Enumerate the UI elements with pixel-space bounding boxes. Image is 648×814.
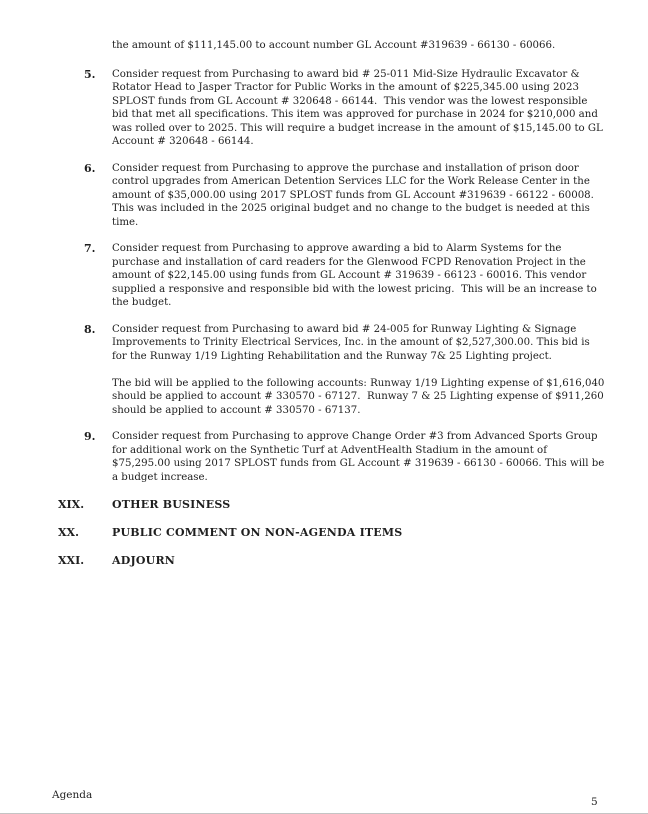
text-line: supplied a responsive and responsible bid with the lowest pricing. This will be an increase to: [112, 283, 597, 295]
agenda-item-9: [58, 430, 630, 484]
item-paragraph: [112, 323, 630, 364]
text-line: the budget.: [112, 297, 172, 308]
item-body: [112, 242, 630, 310]
text-line: Consider request from Purchasing to award bid # 25-011 Mid-Size Hydraulic Excavator &: [112, 68, 580, 80]
section-public-comment: [58, 525, 630, 540]
text-line: This was included in the 2025 original budget and no change to the budget is needed at this: [112, 203, 590, 214]
text-line: for the Runway 1/19 Lighting Rehabilitation and the Runway 7& 25 Lighting project.: [112, 350, 552, 362]
section-numeral: XIX.: [58, 498, 85, 511]
item-paragraph: [112, 68, 630, 149]
agenda-item-5: [58, 68, 630, 149]
item-number: 7.: [84, 242, 96, 255]
text-line: Account # 320648 - 66144.: [112, 136, 254, 147]
continuation-paragraph: [112, 39, 630, 53]
footer-document-label: Agenda: [52, 789, 93, 801]
text-line: a budget increase.: [112, 471, 208, 483]
text-line: for additional work on the Synthetic Turf at AdventHealth Stadium in the amount of: [112, 444, 547, 456]
page-number: 5: [591, 796, 598, 808]
text-line: Rotator Head to Jasper Tractor for Public Works in the amount of $225,345.00 using 2023: [112, 82, 579, 93]
item-number: 6.: [84, 161, 96, 175]
text-line: amount of $35,000.00 using 2017 SPLOST funds from GL Account #319639 - 66122 - 60008.: [112, 189, 594, 201]
section-title: ADJOURN: [112, 554, 176, 567]
text-line: was rolled over to 2025. This will require a budget increase in the amount of $15,145.00 to GL: [112, 122, 603, 134]
text-line: control upgrades from American Detention Services LLC for the Work Release Center in the: [112, 176, 590, 187]
item-body: [112, 68, 630, 149]
text-line: Improvements to Trinity Electrical Services, Inc. in the amount of $2,527,300.00. This bid is: [112, 337, 590, 348]
section-other-business: [58, 497, 630, 512]
item-number: 8.: [84, 322, 96, 336]
section-adjourn: [58, 553, 630, 568]
text-line: should be applied to account # 330570 - 67127. Runway 7 & 25 Lighting expense of $911,260: [112, 391, 604, 402]
text-line: time.: [112, 216, 139, 228]
section-numeral: XX.: [58, 526, 79, 539]
item-paragraph: [112, 162, 630, 230]
agenda-item-6: [58, 162, 630, 230]
text-line: $75,295.00 using 2017 SPLOST funds from GL Account # 319639 - 66130 - 60066. This will be: [112, 458, 605, 469]
section-title: OTHER BUSINESS: [112, 498, 231, 511]
text-line: purchase and installation of card readers for the Glenwood FCPD Renovation Project in the: [112, 256, 586, 268]
section-title: PUBLIC COMMENT ON NON-AGENDA ITEMS: [112, 526, 403, 539]
item-paragraph: [112, 377, 630, 418]
continuation-line: the amount of $111,145.00 to account number GL Account #319639 - 66130 - 60066.: [112, 40, 556, 51]
text-line: Consider request from Purchasing to approve awarding a bid to Alarm Systems for the: [112, 243, 562, 254]
item-body: [112, 323, 630, 418]
text-line: SPLOST funds from GL Account # 320648 - 66144. This vendor was the lowest responsible: [112, 95, 588, 107]
text-line: amount of $22,145.00 using funds from GL Account # 319639 - 66123 - 60016. This vendor: [112, 270, 587, 281]
text-line: Consider request from Purchasing to approve the purchase and installation of prison door: [112, 162, 579, 174]
text-line: bid that met all specifications. This item was approved for purchase in 2024 for $210,000 and: [112, 109, 598, 120]
item-body: [112, 162, 630, 230]
item-number: 9.: [84, 430, 96, 443]
section-numeral: XXI.: [58, 554, 85, 567]
text-line: Consider request from Purchasing to approve Change Order #3 from Advanced Sports Group: [112, 431, 598, 442]
text-line: should be applied to account # 330570 - 67137.: [112, 404, 361, 416]
agenda-item-7: [58, 242, 630, 310]
item-number: 5.: [84, 67, 96, 81]
item-paragraph: [112, 242, 630, 310]
text-line: Consider request from Purchasing to award bid # 24-005 for Runway Lighting & Signage: [112, 323, 577, 335]
text-line: The bid will be applied to the following accounts: Runway 1/19 Lighting expense of $1,616,040: [112, 377, 605, 389]
item-paragraph: [112, 430, 630, 484]
item-body: [112, 430, 630, 484]
agenda-item-8: [58, 323, 630, 418]
